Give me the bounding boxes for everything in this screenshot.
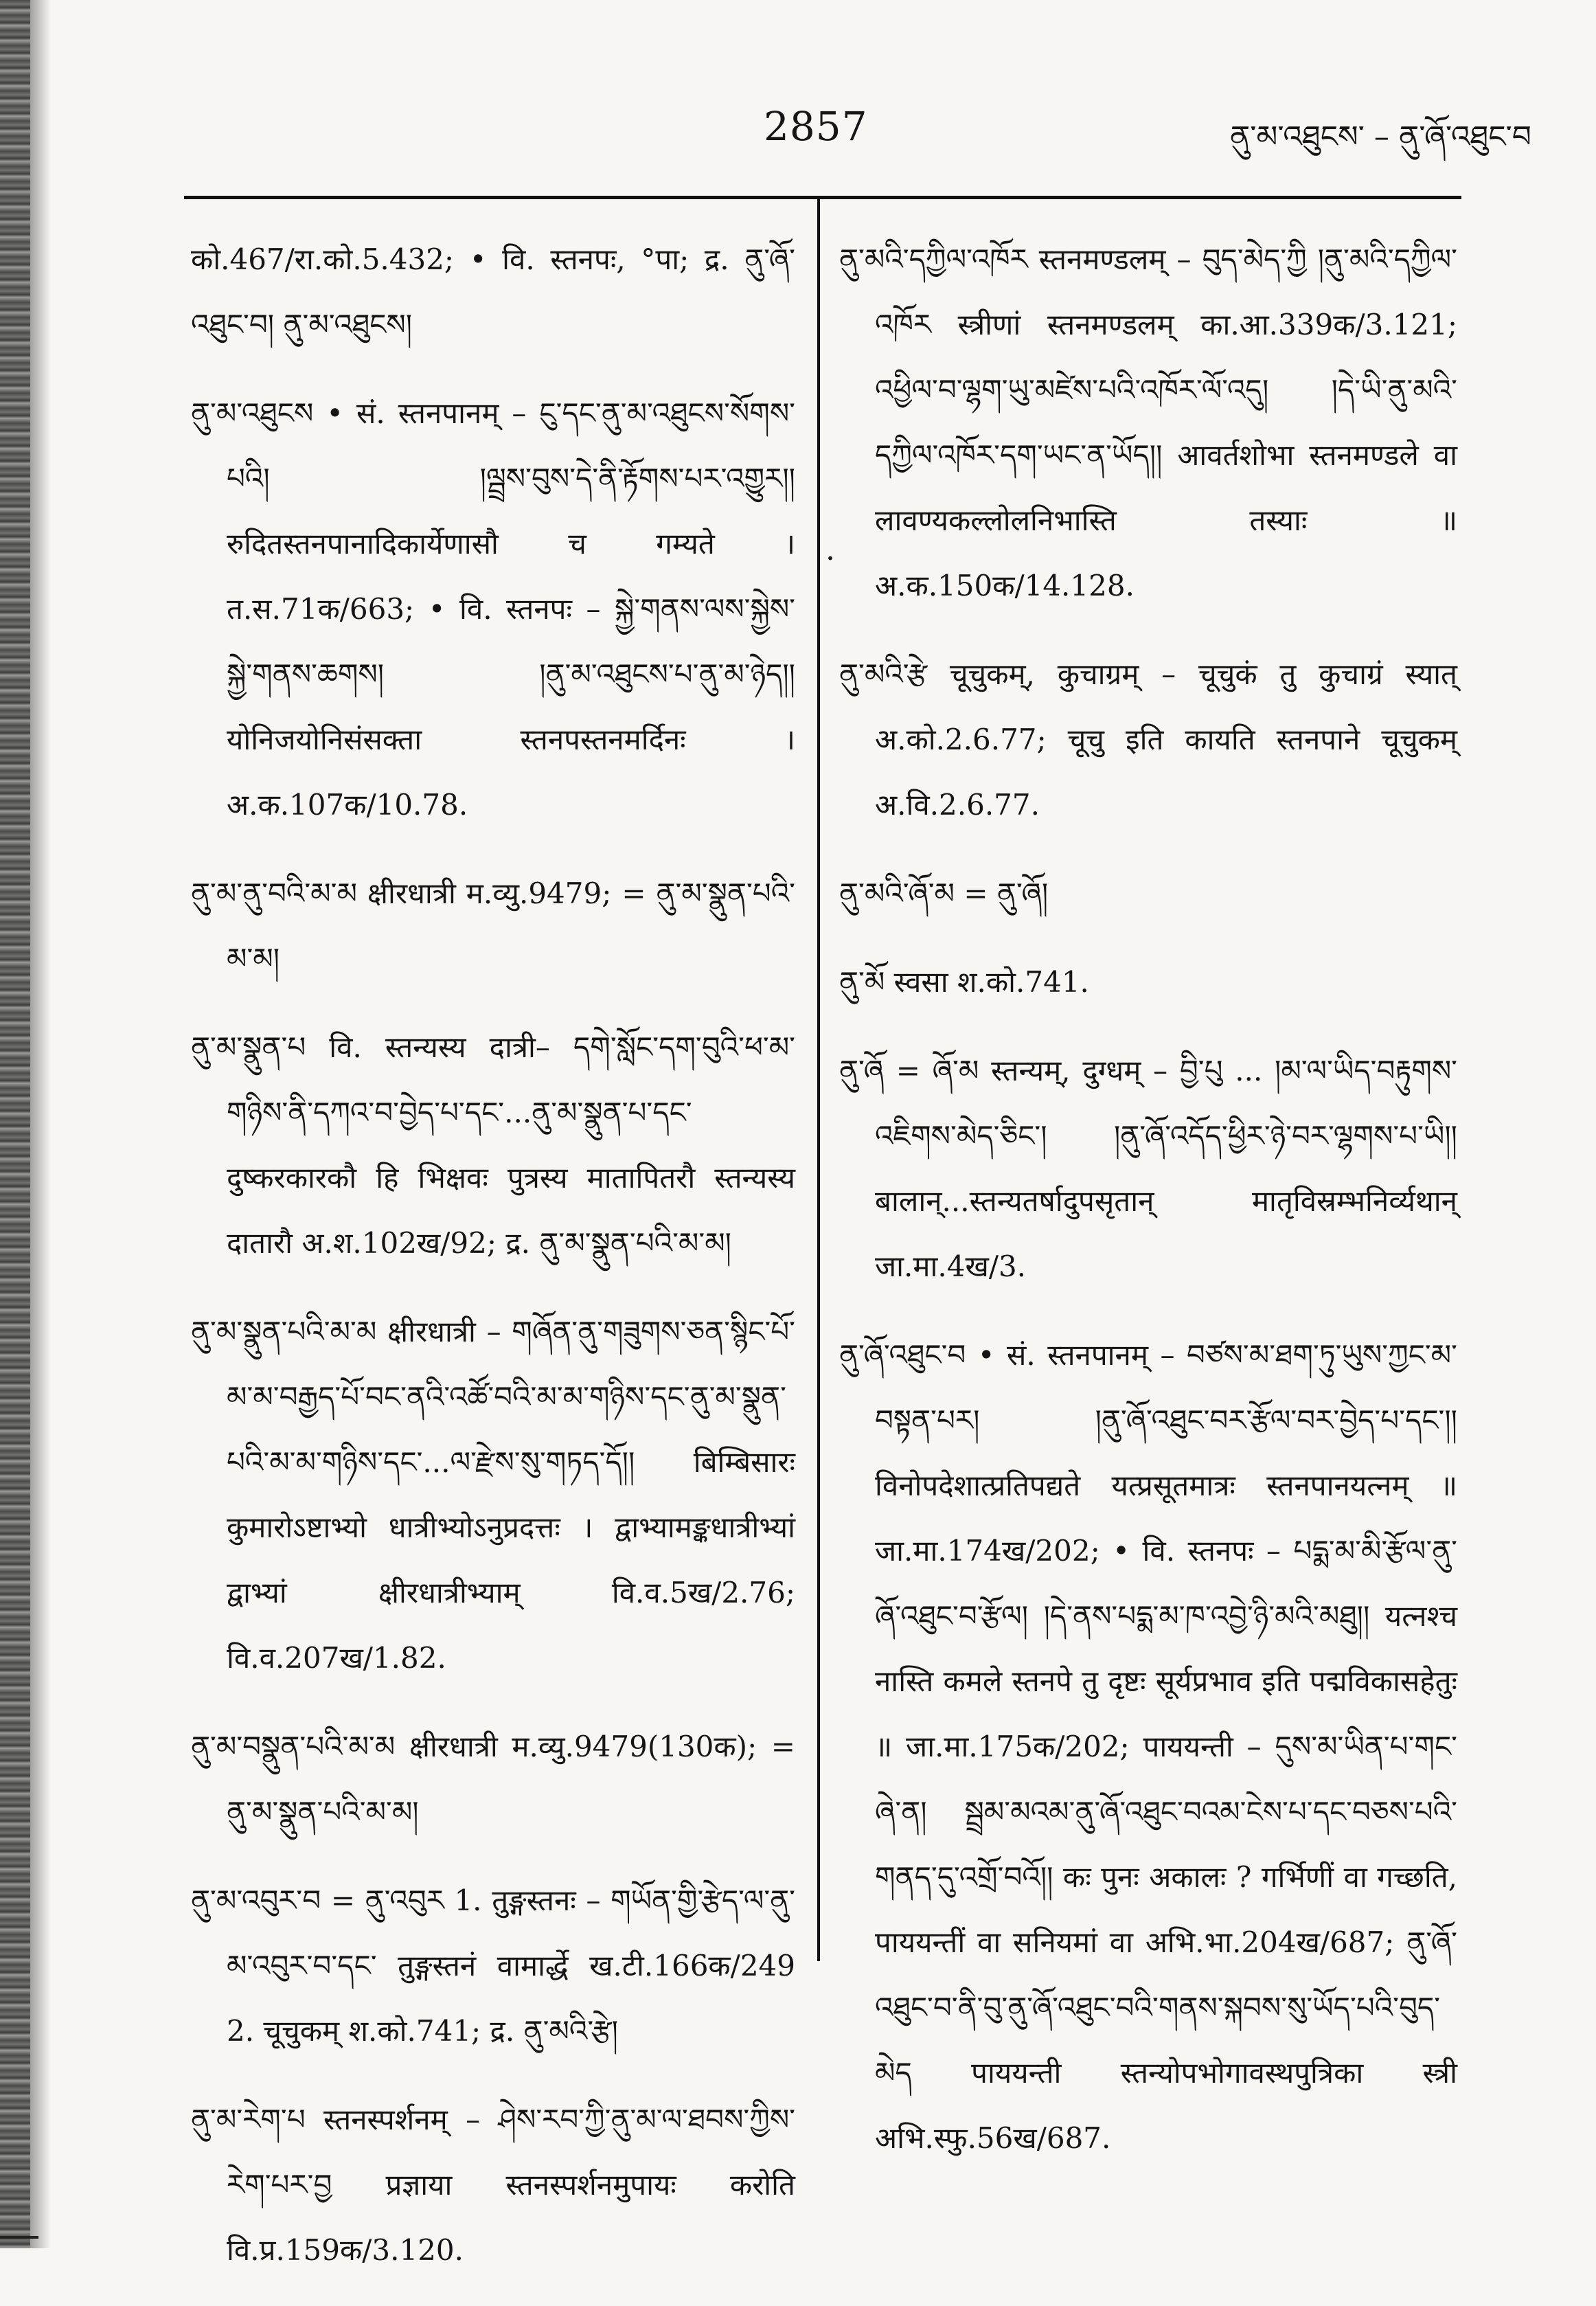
column-divider — [817, 196, 820, 1961]
dictionary-entry: ནུ་མོ स्वसा श.को.741. — [839, 965, 1089, 999]
dictionary-entry: को.467/रा.को.5.432; • वि. स्तनपः, °पा; द्र. ནུ་ཞོ་འཐུང་བ། ནུ་མ་འཐུངས། — [191, 242, 795, 341]
dictionary-entry: ནུ་མ་སྣུན་པའི་མ་མ क्षीरधात्री – གཞོན་ནུ་གཟུགས་ཅན་སྙིང་པོ་མ་མ་བརྒྱད་པོ་བང་ནའི་འཚོ་བའི་མ་མ་གཉིས་དང་ནུ་མ་སྣུན་པའི་མ་མ་གཉིས་དང་...ལ་རྫེས་སུ་གཏད་དོ།། बिम्बिसारः कुमारोऽष्टाभ्यो धात्रीभ्योऽनुप्रदत्तः । द्वाभ्यामङ्कधात्रीभ्यां द्वाभ्यां क्षीरधात्रीभ्याम् वि.व.5ख/2.76; वि.व.207ख/1.82. — [191, 1315, 795, 1675]
dictionary-entry: ནུ་མ་སྣུན་པ वि. स्तन्यस्य दात्री– དགེ་སློང་དག་བུའི་ཕ་མ་གཉིས་ནི་དཀའ་བ་བྱེད་པ་དང་...ནུ་མ་སྣུན་པ་དང་ दुष्करकारकौ हि भिक्षवः पुत्रस्य मातापितरौ स्तन्यस्य दातारौ अ.श.102ख/92; द्र. ནུ་མ་སྣུན་པའི་མ་མ། — [191, 1030, 795, 1260]
dictionary-entry: ནུ་མ་ནུ་བའི་མ་མ क्षीरधात्री म.व्यु.9479; = ནུ་མ་སྣུན་པའི་མ་མ། — [191, 877, 795, 975]
dictionary-entry: ནུ་མ་འཐུངས • सं. स्तनपानम् – ངུ་དང་ནུ་མ་འཐུངས་སོགས་པའི། །ལྦྲས་བུས་དེ་ནི་རྟོགས་པར་འགྱུར།། रुदितस्तनपानादिकार्येणासौ च गम्यते । त.स.71क/663; • वि. स्तनपः – སྐྱེ་གནས་ལས་སྐྱེས་སྐྱེ་གནས་ཆགས། །ནུ་མ་འཐུངས་པ་ནུ་མ་ཉེད།། योनिजयोनिसंसक्ता स्तनपस्तनमर्दिनः । अ.क.107क/10.78. — [191, 396, 795, 822]
margin-dot: . — [825, 532, 835, 567]
left-column — [191, 227, 795, 2306]
book-spine-shadow — [0, 0, 30, 2248]
dictionary-entry: ནུ་མའི་རྩེ चूचुकम्, कुचाग्रम् – चूचुकं तु कुचाग्रं स्यात् अ.को.2.6.77; चूचु इति कायति स्तनपाने चूचुकम् अ.वि.2.6.77. — [839, 657, 1457, 822]
bottom-margin-mark — [0, 2236, 38, 2239]
dictionary-entry: ནུ་ཞོ = ཞོ་མ स्तन्यम्, दुग्धम् – བྱི་པུ ... །མ་ལ་ཡིད་བརྟུགས་འཇིགས་མེད་ཅིང་། །ནུ་ཞོ་འདོད་ཕྱིར་ཉེ་བར་ལྷགས་པ་ཡི།། बालान्...स्तन्यतर्षादुपसृतान् मातृविस्रम्भनिर्व्यथान् जा.मा.4ख/3. — [839, 1054, 1457, 1283]
right-column — [839, 227, 1457, 2194]
running-head: ནུ་མ་འཐུངས་ – ནུ་ཞོ་འཐུང་བ — [1229, 120, 1531, 155]
dictionary-entry: ནུ་མ་བསྣུན་པའི་མ་མ क्षीरधात्री म.व्यु.9479(130क); = ནུ་མ་སྣུན་པའི་མ་མ། — [191, 1730, 795, 1829]
dictionary-entry: ནུ་ཞོ་འཐུང་བ • सं. स्तनपानम् – བཙས་མ་ཐག་ཏུ་ཡུས་ཀྱང་མ་བསྟན་པར། །ནུ་ཞོ་འཐུང་བར་རྩོལ་བར་བྱེད་པ་དང་།། विनोपदेशात्प्रतिपद्यते यत्प्रसूतमात्रः स्तनपानयत्नम् ॥ जा.मा.174ख/202; • वि. स्तनपः – པདྨ་མ་མི་རྩོལ་ནུ་ཞོ་འཐུང་བ་རྩོལ། །དེ་ནས་པདྨ་མ་ཁ་འབྱེ་ཉི་མའི་མཐུ།། यत्नश्च नास्ति कमले स्तनपे तु दृष्टः सूर्यप्रभाव इति पद्मविकासहेतुः ॥ जा.मा.175क/202; पाययन्ती – དུས་མ་ཡིན་པ་གང་ཞེ་ན། སྦྲམ་མའམ་ནུ་ཞོ་འཐུང་བའམ་ངེས་པ་དང་བཅས་པའི་གནད་དུ་འགྲོ་བའོ།། कः पुनः अकालः ? गर्भिणीं वा गच्छति, पाययन्तीं वा सनियमां वा अभि.भा.204ख/687; ནུ་ཞོ་འཐུང་བ་ནི་བུ་ནུ་ཞོ་འཐུང་བའི་གནས་སྐབས་སུ་ཡོད་པའི་བུད་མེད पाययन्ती स्तन्योपभोगावस्थपुत्रिका स्त्री अभि.स्फु.56ख/687. — [839, 1338, 1457, 2155]
dictionary-entry: ནུ་མ་འབུར་བ = ནུ་འབུར 1. तुङ्गस्तनः – གཡོན་གྱི་རྩེད་ལ་ནུ་མ་འབུར་བ་དང་ तुङ्गस्तनं वामार्द्धे ख.टी.166क/249 2. चूचुकम् श.को.741; द्र. ནུ་མའི་རྩེ། — [191, 1884, 795, 2048]
header-rule — [184, 196, 1461, 199]
dictionary-entry: ནུ་མའི་དཀྱིལ་འཁོར स्तनमण्डलम् – བུད་མེད་ཀྱི །ནུ་མའི་དཀྱིལ་འཁོར स्त्रीणां स्तनमण्डलम् का.आ.339क/3.121; འཕྱིལ་བ་ལྷག་ཡུ་མཛེས་པའི་འཁོར་ལོ་འདུ། །དེ་ཡི་ནུ་མའི་དཀྱིལ་འཁོར་དག་ཡང་ན་ཡོད།། आवर्तशोभा स्तनमण्डले वा लावण्यकल्लोलनिभास्ति तस्याः ॥ अ.क.150क/14.128. — [839, 242, 1457, 602]
page-number: 2857 — [764, 103, 868, 150]
dictionary-entry: ནུ་མ་རེག་པ स्तनस्पर्शनम् – ཤེས་རབ་ཀྱི་ནུ་མ་ལ་ཐབས་ཀྱིས་རེག་པར་བྱ प्रज्ञाया स्तनस्पर्शनमुपायः करोति वि.प्र.159क/3.120. — [191, 2103, 795, 2267]
dictionary-entry: ནུ་མའི་ཞོ་མ = ནུ་ཞོ། — [839, 877, 1049, 910]
spine-gradient — [30, 0, 51, 2248]
